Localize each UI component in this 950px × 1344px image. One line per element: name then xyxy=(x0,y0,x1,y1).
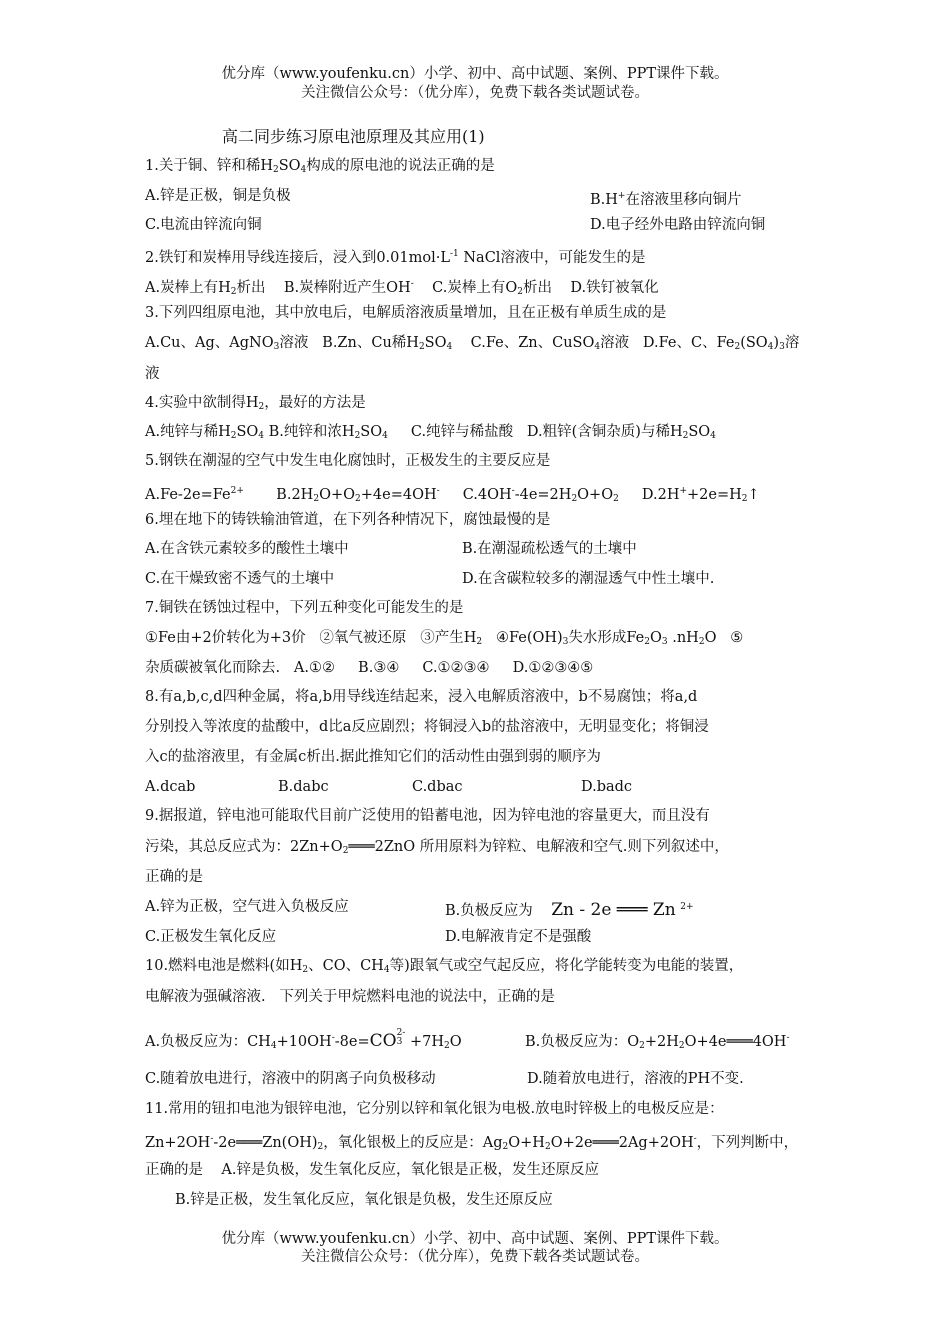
question-5: 5.钢铁在潮湿的空气中发生电化腐蚀时，正极发生的主要反应是 xyxy=(145,453,551,469)
q9-options-ab: A.锌为正极，空气进入负极反应 B.负极反应为 Zn - 2e ═══ Zn $^{2+}$ xyxy=(145,899,694,920)
q11-option-b: B.锌是正极，发生氧化反应，氧化银是负极，发生还原反应 xyxy=(175,1192,553,1208)
question-9-line2: 污染，其总反应式为：$2Zn+O_2═══2ZnO$ 所用原料为锌粒、电解液和空气.则下列叙述中， xyxy=(145,839,729,856)
q5-options: $A.Fe-2e=Fe^{2+}$ $B.2H_2O+O_2+4e=4OH^-$ $C.4OH^--4e=2H_2O+O_2$ $D.2H^++2e=H_2↑$ xyxy=(145,486,760,504)
q8-options: A.dcab B.dabc C.dbac D.badc xyxy=(145,779,633,795)
question-9-line3: 正确的是 xyxy=(145,869,203,885)
q2-options: A.炭棒上有$H_2$析出 B.炭棒附近产生OH- C.炭棒上有$O_2$析出 D.铁钉被氧化 xyxy=(145,279,659,297)
question-11-line2: $Zn+2OH^--2e═══Zn(OH)_2$，氧化银极上的反应是：$Ag_2O+H_2O+2e═══2Ag+2OH^-$，下列判断中， xyxy=(145,1134,799,1152)
header-line-2: 关注微信公众号：（优分库），免费下载各类试题试卷。 xyxy=(301,85,649,101)
header-line-1: 优分库（www.youfenku.cn）小学、初中、高中试题、案例、PPT课件下载。 xyxy=(221,66,729,82)
page-title: 高二同步练习原电池原理及其应用(1) xyxy=(222,127,485,146)
question-11: 11.常用的钮扣电池为银锌电池，它分别以锌和氧化银为电极.放电时锌极上的电极反应是： xyxy=(145,1101,724,1117)
q3-options: A.Cu、Ag、AgNO$_3$溶液 B.Zn、Cu稀$H_2SO_4$ C.Fe、Zn、CuSO$_4$溶液 D.Fe、C、$Fe_2(SO_4)_3$溶 xyxy=(145,335,800,352)
q4-options: A.纯锌与稀$H_2SO_4$ B.纯锌和浓$H_2SO_4$ C.纯锌与稀盐酸 D.粗锌(含铜杂质)与稀$H_2SO_4$ xyxy=(145,424,716,441)
q3-options-cont: 液 xyxy=(145,366,160,382)
question-4: 4.实验中欲制得$H_2$，最好的方法是 xyxy=(145,395,366,412)
question-10: 10.燃料电池是燃料(如$H_2$、CO、$CH_4$等)跟氧气或空气起反应，将化学能转变为电能的装置， xyxy=(145,958,744,975)
q9-options-cd: C.正极发生氧化反应 D.电解液肯定不是强酸 xyxy=(145,929,592,945)
q6-options-ab: A.在含铁元素较多的酸性土壤中 B.在潮湿疏松透气的土壤中 xyxy=(145,541,637,557)
question-10-line2: 电解液为强碱溶液. 下列关于甲烷燃料电池的说法中，正确的是 xyxy=(145,989,555,1005)
q10-options-cd: C.随着放电进行，溶液中的阴离子向负极移动 D.随着放电进行，溶液的PH不变. xyxy=(145,1071,744,1087)
question-2: 2.铁钉和炭棒用导线连接后，浸入到$0.01mol\cdot L^{-1}$ NaCl溶液中，可能发生的是 xyxy=(145,249,646,266)
q7-options: 杂质碳被氧化而除去. A.①② B.③④ C.①②③④ D.①②③④⑤ xyxy=(145,660,594,676)
question-8: 8.有a,b,c,d四种金属，将a,b用导线连结起来，浸入电解质溶液中，b不易腐蚀；将a,d xyxy=(145,689,698,705)
question-8-line3: 入c的盐溶液里，有金属c析出.据此推知它们的活动性由强到弱的顺序为 xyxy=(145,749,601,765)
q1-options-cd: C.电流由锌流向铜 D.电子经外电路由锌流向铜 xyxy=(145,217,766,233)
q1-options-ab: A.锌是正极，铜是负极 B.H+在溶液里移向铜片 xyxy=(145,188,742,208)
footer-line-2: 关注微信公众号：（优分库），免费下载各类试题试卷。 xyxy=(301,1249,649,1265)
question-9: 9.据报道，锌电池可能取代目前广泛使用的铅蓄电池，因为锌电池的容量更大，而且没有 xyxy=(145,808,710,824)
question-8-line2: 分别投入等浓度的盐酸中，d比a反应剧烈；将铜浸入b的盐溶液中，无明显变化；将铜浸 xyxy=(145,719,709,735)
question-11-line3: 正确的是 A.锌是负极，发生氧化反应，氧化银是正极，发生还原反应 xyxy=(145,1162,600,1178)
q7-items: ①Fe由+2价转化为+3价 ②氧气被还原 ③产生$H_2$ $④Fe(OH)_3$失水形成$Fe_2O_3$ $.nH_2O$ ⑤ xyxy=(145,630,744,647)
q6-options-cd: C.在干燥致密不透气的土壤中 D.在含碳粒较多的潮湿透气中性土壤中. xyxy=(145,571,715,587)
q10-options-ab: A.负极反应为：$CH_4+10OH^--8e=CO$ 2- 3 $+7H_2O$ B.负极反应为：$O_2+2H_2O+4e═══4OH^-$ xyxy=(145,1028,790,1051)
question-7: 7.铜铁在锈蚀过程中，下列五种变化可能发生的是 xyxy=(145,600,464,616)
footer-line-1: 优分库（www.youfenku.cn）小学、初中、高中试题、案例、PPT课件下载。 xyxy=(221,1231,729,1247)
question-1: 1.关于铜、锌和稀$H_2SO_4$构成的原电池的说法正确的是 xyxy=(145,158,495,175)
question-3: 3.下列四组原电池，其中放电后，电解质溶液质量增加，且在正极有单质生成的是 xyxy=(145,305,667,321)
question-6: 6.埋在地下的铸铁输油管道，在下列各种情况下，腐蚀最慢的是 xyxy=(145,512,551,528)
